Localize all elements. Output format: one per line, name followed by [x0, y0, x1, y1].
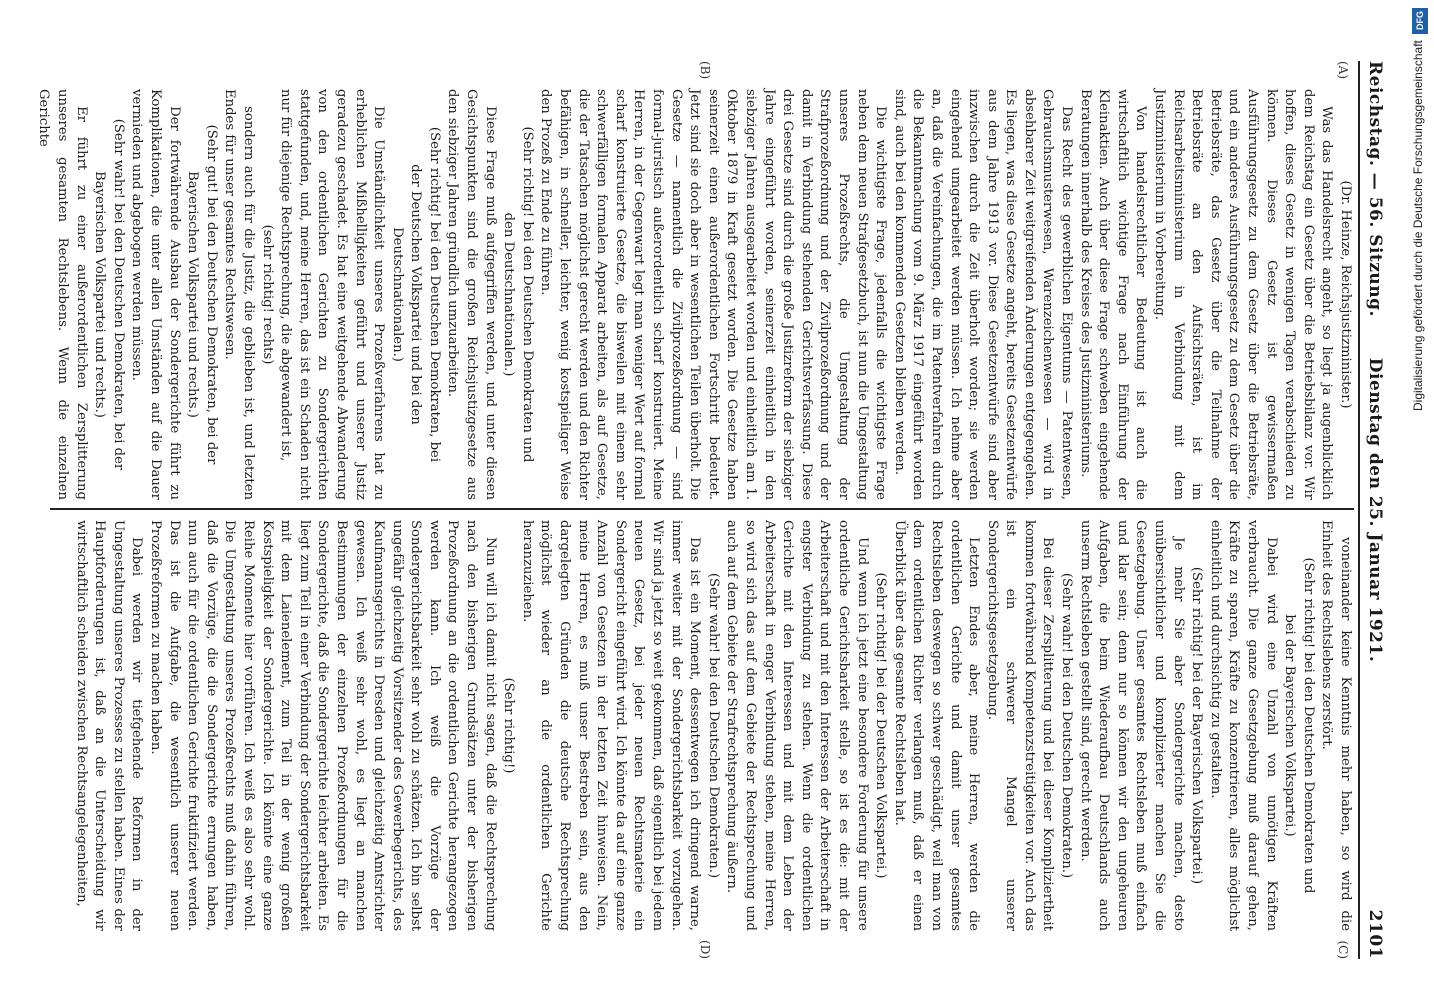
- paragraph: (Dr. Heinze, Reichsjustizminister.): [1338, 180, 1353, 409]
- page-number: 2101: [1365, 909, 1385, 959]
- rotated-document-page: [36, 55, 1390, 965]
- paragraph: Dabei werden wir tiefgehende Reformen in der Umgestaltung unseres Prozesses zu stellen haben. Eines der Hauptforderungen ist, daß an die Unterscheidung wir wirtschaftlich scheiden zwischen Rechtsangelegenheiten,: [73, 520, 145, 931]
- digitization-notice: Digitalisierung gefördert durch die Deutsche Forschungsgemeinschaft: [1411, 40, 1425, 411]
- digitization-sidebar: [1408, 0, 1434, 1000]
- paragraph: Diese Frage muß aufgegriffen werden, und unter diesen Gesichtspunkten sind die großen Reichsjustizgesetze aus den siebziger Jahren gründlich umzuarbeiten.: [445, 89, 498, 500]
- paragraph: Bei dieser Zersplitterung und bei dieser Kompliziertheit kommen fortwährend Kompetenzstreitigkeiten vor. Auch das ist ein schwerer Mangel unserer Sondergerichtsgesetzgebung.: [984, 520, 1056, 931]
- margin-mark-d: (D): [698, 940, 712, 959]
- paragraph: (Sehr richtig! bei der Bayerischen Volkspartei.): [1189, 566, 1205, 885]
- dfg-logo: DFG: [1412, 8, 1428, 34]
- paragraph: (Sehr richtig! bei der Deutschen Volkspartei.): [873, 572, 889, 879]
- page-header: [1358, 61, 1390, 959]
- text-columns: [36, 61, 1354, 959]
- paragraph: Letzten Endes aber, meine Herren, werden die ordentlichen Gerichte und damit unser gesamtes Rechtsleben deswegen so schwer geschädigt, weil man von dem ordentlichen Richter verlangen muß, daß er einen Überblick über das gesamte Rechtsleben hat.: [891, 520, 982, 931]
- paragraph: Die wichtigste Frage, jedenfalls die wichtigste Frage neben dem neuen Strafgesetzbuch, ist nun die Umgestaltung unseres Prozeßrechts, die Umgestaltung der Strafprozeßordnung und der Zivilprozeßordnung und der damit in Verbindung stehenden Gerichtsverfassung. Diese drei Gesetze sind durch die große Justizreform der siebziger Jahre eingeführt worden, seinerzeit einheitlich in den siebziger Jahren ausgearbeitet worden und einheitlich am 1. Oktober 1879 in Kraft gesetzt worden. Die Gesetze haben seinerzeit einen außerordentlichen Fortschritt bedeutet. Jetzt sind sie doch aber in wesentlichen Teilen überholt. Die Gesetze — namentlich die Zivilprozeßordnung — sind formal-juristisch außerordentlich scharf konstruiert. Meine Herren, in der Gegenwart legt man weniger Wert auf formal scharf konstruierte Gesetze, die bisweilen mit einem sehr schwerfälligen formalen Apparat arbeiten, als auf Gesetze, die der Tatsachen möglichst gerecht werden und den Richter befähigen, in schneller, leichter, wenig kostspieliger Weise den Prozeß zu Ende zu führen.: [538, 89, 889, 500]
- paragraph: Er führt zu einer außerordentlichen Zersplitterung unseres gesamten Rechtslebens. Wenn die einzelnen Gerichte: [36, 89, 89, 500]
- paragraph: (Sehr richtig! bei den Deutschen Demokraten und den Deutschnationalen.): [501, 126, 535, 463]
- paragraph: sondern auch für die Justiz, die geblieben ist, und letzten Endes für unser gesamtes Rechtswesen.: [222, 89, 256, 500]
- margin-mark-a: (A): [1336, 61, 1350, 80]
- paragraph: (Sehr richtig!): [501, 677, 517, 774]
- header-date: Dienstag den 25. Januar 1921.: [1365, 357, 1385, 663]
- paragraph: (Sehr richtig! bei den Deutschen Demokraten, bei der Deutschen Volkspartei und bei den Deutschnationalen.): [389, 126, 442, 463]
- paragraph: (Sehr wahr! bei den Deutschen Demokraten, bei der Bayerischen Volkspartei und rechts.): [92, 118, 126, 471]
- paragraph: Je mehr Sie aber Sondergerichte machen, desto unübersichtlicher und komplizierter machen Sie die Gesetzgebung. Unser gesamtes Rechtsleben muß einfach und klar sein; denn nur so können wir den ungeheuren Aufgaben, die beim Wiederaufbau Deutschlands auch unserm Rechtsleben gestellt sind, gerecht werden.: [1077, 520, 1186, 931]
- paragraph: Das Recht des gewerblichen Eigentums — Patentwesen, Gebrauchsmusterwesen, Warenzeichenwesen — wird in absehbarer Zeit weitgreifenden Änderungen entgegengehen. Es liegen, was diese Gesetze angeht, bereits Gesetzentwürfe aus dem Jahre 1913 vor. Diese Gesetzentwürfe sind aber inzwischen durch die Zeit überholt worden; sie werden eingehend umgearbeitet werden müssen. Ich nehme aber an, daß die Vereinfachungen, die im Patentverfahren durch die Bekanntmachung vom 9. März 1917 eingeführt worden sind, auch bei den kommenden Gesetzen bleiben werden.: [891, 89, 1075, 500]
- paragraph: (Sehr wahr! bei den Deutschen Demokraten.): [1059, 572, 1075, 879]
- right-column: [50, 508, 1354, 959]
- paragraph: (sehr richtig! rechts): [259, 224, 275, 365]
- paragraph: Die Umständlichkeit unseres Prozeßverfahrens hat zu erheblichen Mißhelligkeiten geführt und unserer Justiz geradezu geschadet. Es hat eine weitgehende Abwanderung von den ordentlichen Gerichten zu Sondergerichten stattgefunden, und, meine Herren, das ist ein Schaden nicht nur für diejenige Rechtsprechung, die abgewandert ist,: [278, 89, 387, 500]
- margin-mark-c: (C): [1336, 940, 1350, 959]
- paragraph: (Sehr gut! bei den Deutschen Demokraten, bei der Bayerischen Volkspartei und rechts.): [185, 124, 219, 465]
- paragraph: Nun will ich damit nicht sagen, daß die Rechtsprechung nach den bisherigen Grundsätzen unter der bisherigen Prozeßordnung an die ordentlichen Gerichte herangezogen werden kann. Ich weiß die Vorzüge der Sondergerichtsbarkeit sehr wohl zu schätzen. Ich bin selbst ungefähr gleichzeitig Vorsitzender des Gewerbegerichts, des Kaufmannsgerichts in Dresden und gleichzeitig Amtsrichter gewesen. Ich weiß sehr wohl, es liegt an manchen Bestimmungen der einzelnen Prozeßordnungen für die Sondergerichte, daß die Sondergerichte leichter arbeiten. Es liegt zum Teil in einer Verbindung der Sondergerichtsbarkeit mit dem Laienelement, zum Teil in der wenig großen Kostspieligkeit der Sondergerichte. Ich könnte eine ganze Reihe Momente hier vorführen. Ich weiß es also sehr wohl. Die Umgestaltung unseres Prozeßrechts muß dahin führen, daß die Vorzüge, die die Sondergerichte errungen haben, nun auch für die ordentlichen Gerichte fruktifiziert werden. Das ist die Aufgabe, die wesentlich unserer neuen Prozeßreformen zu machen haben.: [148, 520, 498, 931]
- left-column: [36, 61, 1354, 508]
- paragraph: (Sehr richtig! bei den Deutschen Demokraten und bei der Bayerischen Volkspartei.): [1282, 557, 1316, 894]
- paragraph: Das ist ein Moment, dessentwegen ich dringend warne, immer weiter mit der Sondergerichtsbarkeit vorzugehen. Wir sind ja jetzt so weit gekommen, daß eigentlich bei jedem neuen Gesetz, bei jeder neuen Rechtsmaterie ein Sondergericht eingeführt wird. Ich könnte da auf eine ganze Anzahl von Gesetzen in der letzten Zeit hinweisen. Nein, meine Herren, es muß unser Bestreben sein, aus den dargelegten Gründen die deutsche Rechtsprechung möglichst wieder an die ordentlichen Gerichte heranzuziehen.: [519, 520, 703, 931]
- paragraph: Der fortwährende Ausbau der Sondergerichte führt zu Komplikationen, die unter allen Umständen auf die Dauer vermieden und abgebogen werden müssen.: [129, 89, 182, 500]
- paragraph: Dabei wird eine Unzahl von unnötigen Kräften verbraucht. Die ganze Gesetzgebung muß darauf gehen, Kräfte zu sparen, Kräfte zu konzentrieren, alles möglichst einheitlich und durchsichtig zu gestalten.: [1207, 520, 1279, 931]
- paragraph: Und wenn ich jetzt eine besondere Forderung für unsere ordentliche Gerichtsbarkeit stelle, so ist es die: mit der Arbeiterschaft und mit den Interessen der Arbeiterschaft in engster Verbindung zu stehen. Wenn die ordentlichen Gerichte mit den Interessen und mit dem Leben der Arbeiterschaft in enger Verbindung stehen, meine Herren, so wird sich das auf dem Gebiete der Rechtsprechung und auch auf dem Gebiete der Strafrechtsprechung äußern.: [724, 520, 870, 931]
- paragraph: voneinander keine Kenntnis mehr haben, so wird die Einheit des Rechtslebens zerstört.: [1319, 520, 1353, 931]
- header-left: Reichstag. — 56. Sitzung.: [1365, 61, 1385, 317]
- paragraph: Was das Handelsrecht angeht, so liegt ja augenblicklich dem Reichstag ein Gesetz über die Betriebsbilanz vor. Wir hoffen, dieses Gesetz in wenigen Tagen verabschieden zu können. Dieses Gesetz ist gewissermaßen Ausführungsgesetz zu dem Gesetz über die Betriebsräte, und ein anderes Ausführungsgesetz zu dem Gesetz über die Betriebsräte, das Gesetz über die Teilnahme der Betriebsräte an den Aufsichtsräten, ist im Reichsarbeitsministerium in Verbindung mit dem Justizministerium in Vorbereitung.: [1152, 89, 1335, 500]
- margin-mark-b: (B): [698, 61, 712, 80]
- paragraph: Von handelsrechtlicher Bedeutung ist auch die wirtschaftlich wichtige Frage nach Einführung der Kleinaktien. Auch über diese Frage schweben eingehende Beratungen innerhalb des Kreises des Justizministeriums.: [1077, 89, 1149, 500]
- paragraph: (Sehr wahr! bei den Deutschen Demokraten.): [705, 572, 721, 879]
